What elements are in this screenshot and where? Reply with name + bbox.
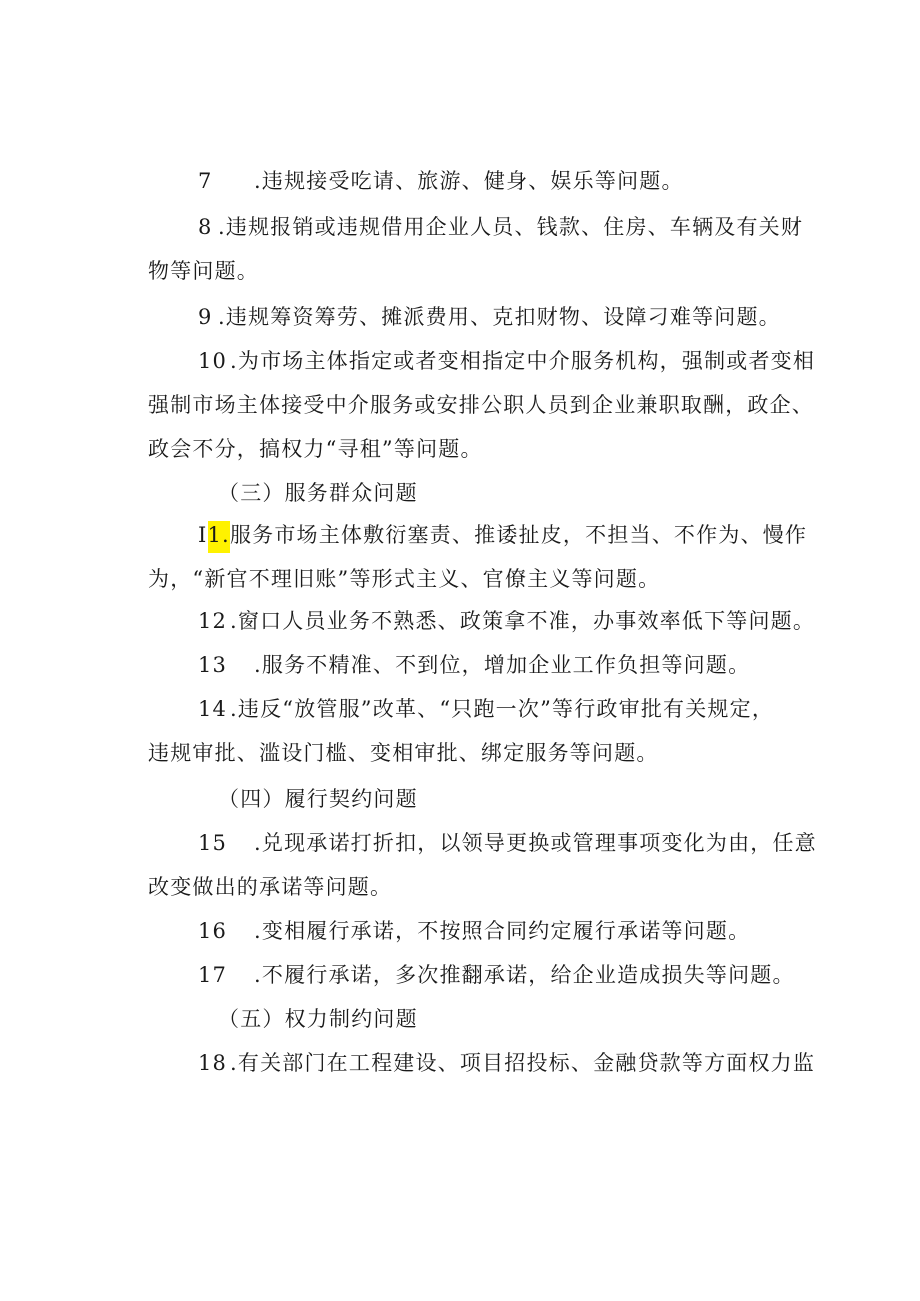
list-item bbox=[198, 346, 815, 376]
item-text-continuation: 物等问题。 bbox=[148, 259, 259, 283]
list-item bbox=[198, 606, 815, 636]
item-text: .变相履行承诺，不按照合同约定履行承诺等问题。 bbox=[254, 919, 751, 943]
item-text: .违规接受吃请、旅游、健身、娱乐等问题。 bbox=[254, 169, 684, 193]
list-item bbox=[198, 828, 817, 858]
item-number: 10 bbox=[198, 349, 228, 373]
list-item bbox=[198, 1048, 815, 1078]
item-text-continuation: 政会不分，搞权力“寻租”等问题。 bbox=[148, 437, 483, 461]
item-text: .违规筹资筹劳、摊派费用、克扣财物、设障刁难等问题。 bbox=[218, 305, 781, 329]
item-number: 7 bbox=[198, 169, 213, 193]
item-text: .服务不精准、不到位，增加企业工作负担等问题。 bbox=[254, 653, 751, 677]
item-number: 17 bbox=[198, 963, 228, 987]
item-number: 9 bbox=[198, 305, 213, 329]
item-text: .违反“放管服”改革、“只跑一次”等行政审批有关规定， bbox=[230, 697, 775, 721]
item-text: .为市场主体指定或者变相指定中介服务机构，强制或者变相 bbox=[230, 349, 816, 373]
item-number: 18 bbox=[198, 1051, 228, 1075]
section-heading: （五）权力制约问题 bbox=[218, 1007, 418, 1031]
item-text: .违规报销或违规借用企业人员、钱款、住房、车辆及有关财 bbox=[218, 215, 804, 239]
list-item bbox=[198, 916, 750, 946]
item-number: 13 bbox=[198, 653, 228, 677]
item-text: 服务市场主体敷衍塞责、推诿扯皮，不担当、不作为、慢作 bbox=[229, 523, 808, 547]
section-heading: （四）履行契约问题 bbox=[218, 787, 418, 811]
item-number: 14 bbox=[198, 697, 228, 721]
list-item bbox=[198, 166, 684, 196]
section-heading: （三）服务群众问题 bbox=[218, 481, 418, 505]
item-text-continuation: 违规审批、滥设门槛、变相审批、绑定服务等问题。 bbox=[148, 741, 659, 765]
item-number: 12 bbox=[198, 609, 228, 633]
list-item bbox=[198, 520, 807, 550]
list-item bbox=[198, 650, 750, 680]
item-number-prefix: I bbox=[198, 523, 208, 547]
highlighted-number: 1. bbox=[208, 521, 230, 553]
list-item bbox=[198, 960, 795, 990]
item-text: .窗口人员业务不熟悉、政策拿不准，办事效率低下等问题。 bbox=[230, 609, 816, 633]
item-text: .兑现承诺打折扣，以领导更换或管理事项变化为由，任意 bbox=[254, 831, 817, 855]
item-text-continuation: 为，“新官不理旧账”等形式主义、官僚主义等问题。 bbox=[148, 567, 661, 591]
item-text: .不履行承诺，多次推翻承诺，给企业造成损失等问题。 bbox=[254, 963, 795, 987]
list-item bbox=[198, 694, 774, 724]
item-text: .有关部门在工程建设、项目招投标、金融贷款等方面权力监 bbox=[230, 1051, 816, 1075]
item-number: 8 bbox=[198, 215, 213, 239]
list-item bbox=[198, 302, 781, 332]
item-text-continuation: 强制市场主体接受中介服务或安排公职人员到企业兼职取酬，政企、 bbox=[148, 393, 814, 417]
list-item bbox=[198, 212, 803, 242]
item-number: 15 bbox=[198, 831, 228, 855]
item-number: 16 bbox=[198, 919, 228, 943]
item-text-continuation: 改变做出的承诺等问题。 bbox=[148, 875, 393, 899]
